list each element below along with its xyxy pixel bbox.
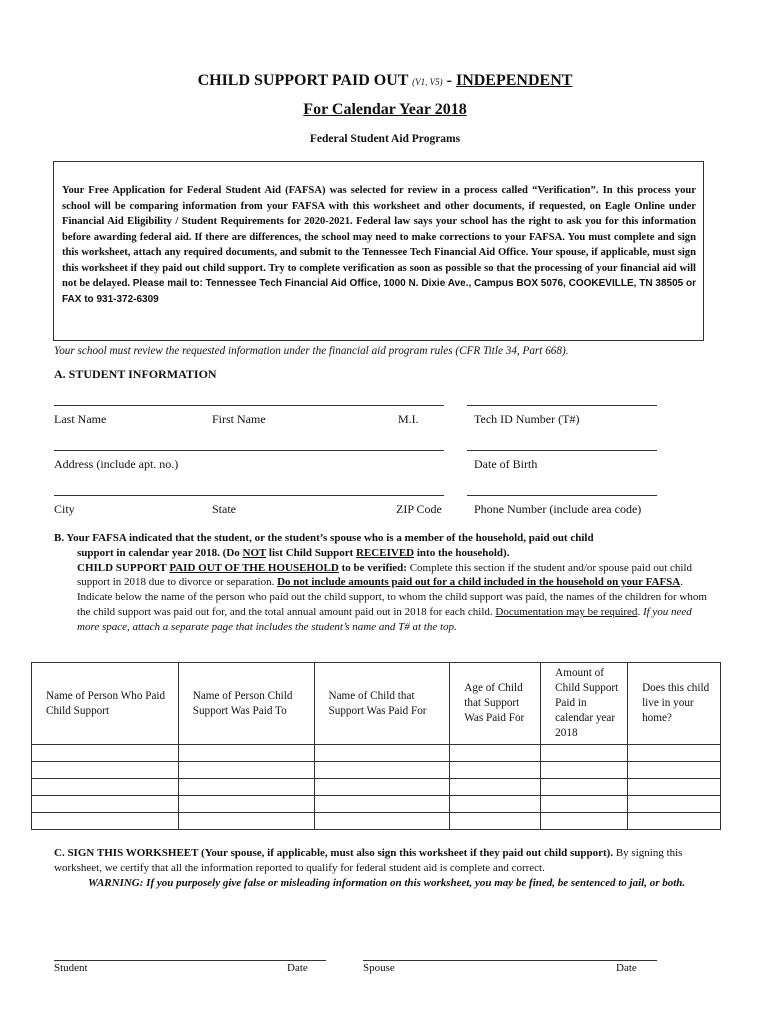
tech-id-label: Tech ID Number (T#) (474, 412, 580, 426)
table-cell[interactable] (450, 779, 541, 796)
table-cell[interactable] (178, 779, 314, 796)
table-row (32, 813, 721, 830)
intro-text: Your Free Application for Federal Student Aid (FAFSA) was selected for review in a process called “Verification”. In this process your school will be comparing information from your FAFSA with this worksheet and other documents, if requested, on Eagle Online under Financial Aid Eligibility / Student Requirements for 2020-2021. Federal law says your school has the right to ask you for this information before awarding federal aid. If there are differences, the school may need to make corrections to your FAFSA. You must complete and sign this worksheet, attach any required documents, and submit to the Tennessee Tech Financial Aid Office. Your spouse, if applicable, must sign this worksheet if they paid out child support. Try to complete verification as soon as possible so that the processing of your financial aid will not be delayed. (62, 185, 696, 289)
exclusion-note: Do not include amounts paid out for a child included in the household on your FAFSA (277, 576, 681, 589)
table-cell[interactable] (178, 745, 314, 762)
city-label: City (54, 502, 75, 516)
name-line[interactable] (54, 405, 444, 406)
table-cell[interactable] (314, 779, 450, 796)
table-cell[interactable] (32, 813, 179, 830)
received-emphasis: RECEIVED (356, 546, 415, 559)
table-row (32, 745, 721, 762)
spouse-signature-label: Spouse (363, 962, 395, 974)
table-cell[interactable] (628, 762, 721, 779)
first-name-label: First Name (212, 412, 266, 426)
title-text: CHILD SUPPORT PAID OUT (197, 72, 409, 89)
student-signature-line[interactable] (54, 960, 326, 961)
table-cell[interactable] (628, 745, 721, 762)
not-emphasis: NOT (242, 546, 267, 559)
table-row (32, 779, 721, 796)
section-b-paragraph: support in calendar year 2018. (Do NOT list Child Support RECEIVED into the household). CHILD SUPPORT PAID OUT OF THE HOUSEHOLD to be verified: Complete this section if the student and/or spouse paid out child support in 2018 due to divorce or separation. Do not include amounts paid out for a child included in the household on your FAFSA. Indicate below the name of the person who paid out the child support, to whom the child support was paid, the names of the children for whom the child support was paid out for, and the total annual amount paid out in 2018 for each child. Documentation may be required. If you need more space, attach a separate page that includes the student’s name and T# at the top. (77, 546, 707, 633)
phone-label: Phone Number (include area code) (474, 502, 642, 516)
table-cell[interactable] (32, 779, 179, 796)
table-cell[interactable] (178, 762, 314, 779)
col-payee-header: Name of Person Child Support Was Paid To (178, 663, 314, 745)
last-name-label: Last Name (54, 412, 107, 426)
programs-label: Federal Student Aid Programs (309, 133, 461, 145)
title-dash: - (446, 72, 452, 89)
address-line[interactable] (54, 450, 444, 451)
table-cell[interactable] (541, 745, 628, 762)
dob-label: Date of Birth (474, 457, 538, 471)
table-header-row (32, 663, 721, 745)
documentation-note: Documentation may be required (495, 605, 638, 618)
col-child-age-header: Age of Child that Support Was Paid For (450, 663, 541, 745)
zip-label: ZIP Code (396, 502, 442, 516)
review-note: Your school must review the requested information under the financial aid program rules (CFR Title 34, Part 668). (54, 345, 569, 357)
table-row (32, 796, 721, 813)
phone-line[interactable] (467, 495, 657, 496)
mail-instructions: Please mail to: Tennessee Tech Financial Aid Office, 1000 N. Dixie Ave., Campus BOX 5076, COOKEVILLE, TN 38505 or FAX to 931-372-6309 (62, 278, 697, 305)
table-cell[interactable] (541, 779, 628, 796)
spouse-signature-line[interactable] (363, 960, 657, 961)
spouse-date-label: Date (616, 962, 637, 974)
table-cell[interactable] (628, 779, 721, 796)
col-child-name-header: Name of Child that Support Was Paid For (314, 663, 450, 745)
table-cell[interactable] (628, 813, 721, 830)
extra-space-note: If you need more space, attach a separate page that includes the student’s name and T# at the top. (77, 605, 692, 633)
section-c-body: By signing this worksheet, we certify that all the information reported to qualify for federal student aid is complete and correct. (54, 847, 683, 874)
table-cell[interactable] (450, 762, 541, 779)
table-cell[interactable] (314, 813, 450, 830)
table-cell[interactable] (450, 796, 541, 813)
table-cell[interactable] (628, 796, 721, 813)
section-c-heading: C. SIGN THIS WORKSHEET (Your spouse, if applicable, must also sign this worksheet if they paid out child support). (54, 847, 614, 859)
table-cell[interactable] (32, 745, 179, 762)
table-row (32, 762, 721, 779)
independent-label: INDEPENDENT (455, 72, 573, 89)
table-cell[interactable] (541, 762, 628, 779)
intro-box (53, 161, 704, 341)
col-lives-home-header: Does this child live in your home? (628, 663, 721, 745)
child-support-table (31, 662, 721, 830)
calendar-year-subtitle: For Calendar Year 2018 (303, 101, 467, 118)
table-cell[interactable] (314, 762, 450, 779)
table-cell[interactable] (178, 796, 314, 813)
table-cell[interactable] (541, 813, 628, 830)
city-state-zip-line[interactable] (54, 495, 444, 496)
section-c (54, 846, 719, 891)
section-a-heading: A. STUDENT INFORMATION (54, 367, 217, 381)
version-tag: (V1, V5) (412, 77, 443, 87)
table-cell[interactable] (314, 745, 450, 762)
tech-id-line[interactable] (467, 405, 657, 406)
table-cell[interactable] (32, 762, 179, 779)
table-cell[interactable] (450, 745, 541, 762)
col-payer-header: Name of Person Who Paid Child Support (32, 663, 179, 745)
table-cell[interactable] (450, 813, 541, 830)
table-cell[interactable] (541, 796, 628, 813)
table-cell[interactable] (32, 796, 179, 813)
form-title (0, 72, 770, 90)
address-label: Address (include apt. no.) (54, 457, 179, 471)
col-amount-header: Amount of Child Support Paid in calendar year 2018 (541, 663, 628, 745)
student-date-label: Date (287, 962, 308, 974)
paid-out-emphasis: PAID OUT OF THE HOUSEHOLD (169, 561, 339, 574)
table-cell[interactable] (178, 813, 314, 830)
section-b (54, 531, 716, 635)
mi-label: M.I. (398, 412, 419, 426)
warning-text: WARNING: If you purposely give false or misleading information on this worksheet, you may be fined, be sentenced to jail, or both. (88, 877, 686, 889)
student-signature-label: Student (54, 962, 88, 974)
dob-line[interactable] (467, 450, 657, 451)
table-cell[interactable] (314, 796, 450, 813)
section-b-line1: B. Your FAFSA indicated that the student, or the student’s spouse who is a member of the household, paid out child (54, 532, 594, 544)
state-label: State (212, 502, 236, 516)
